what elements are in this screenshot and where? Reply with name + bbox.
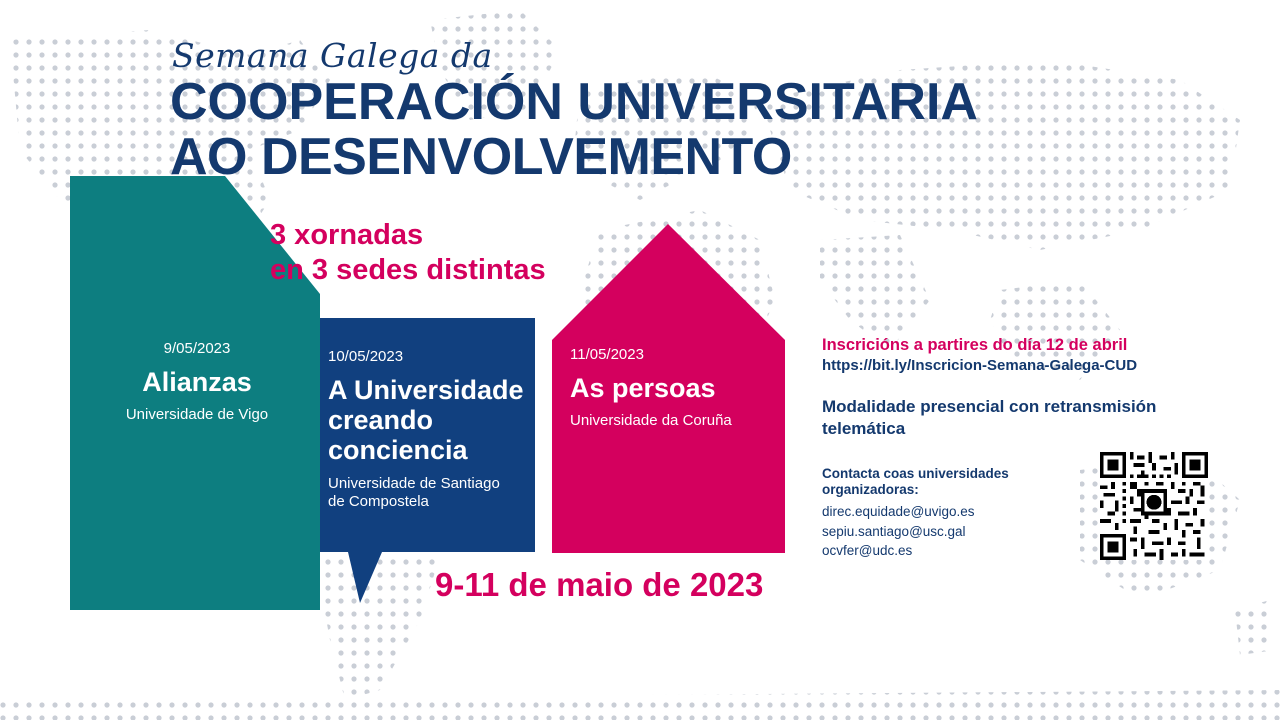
- session-date-vigo: 9/05/2023: [163, 340, 231, 357]
- contact-heading-line2: organizadoras:: [822, 482, 919, 498]
- session-title-vigo: Alianzas: [142, 367, 252, 397]
- session-title-usc-line1: A Universidade: [328, 375, 524, 405]
- subtitle-line2: en 3 sedes distintas: [270, 254, 546, 287]
- contact-email-2[interactable]: sepiu.santiago@usc.gal: [822, 523, 966, 539]
- registration-url[interactable]: https://bit.ly/Inscricion-Semana-Galega-CUD: [822, 357, 1138, 374]
- poster-header: [170, 36, 978, 186]
- header-title-line2: AO DESENVOLVEMENTO: [170, 127, 792, 186]
- modality-note: [822, 396, 1222, 440]
- qr-code[interactable]: [1100, 452, 1208, 560]
- session-title-usc: [328, 375, 543, 466]
- session-org-vigo: Universidade de Vigo: [125, 406, 269, 424]
- logo-strip: [0, 630, 1280, 700]
- session-title-udc: As persoas: [570, 373, 716, 403]
- contact-email-3[interactable]: ocvfer@udc.es: [822, 543, 913, 559]
- modality-line1: Modalidade presencial con retransmisión: [822, 397, 1157, 416]
- header-title-line1: COOPERACIÓN UNIVERSITARIA: [170, 73, 978, 131]
- session-date-usc: 10/05/2023: [328, 348, 404, 365]
- session-org-usc: [328, 475, 543, 513]
- contact-email-1[interactable]: direc.equidade@uvigo.es: [822, 504, 975, 520]
- contact-heading-line1: Contacta coas universidades: [822, 465, 1009, 481]
- session-title-usc-line2: creando: [328, 405, 434, 436]
- session-org-udc: Universidade da Coruña: [570, 412, 732, 430]
- subtitle-line1: 3 xornadas: [270, 219, 424, 251]
- session-org-usc-line1: Universidade de Santiago: [328, 474, 500, 492]
- session-card-vigo: [92, 340, 302, 425]
- session-card-usc: [328, 348, 543, 512]
- session-date-udc: 11/05/2023: [570, 346, 644, 363]
- session-title-usc-line3: conciencia: [328, 435, 468, 466]
- registration-note: Inscricións a partires do día 12 de abril: [822, 336, 1128, 354]
- session-card-udc: [570, 346, 785, 431]
- event-date-range: 9-11 de maio de 2023: [435, 566, 764, 603]
- header-script-line: Semana Galega da: [172, 36, 493, 75]
- subtitle-block: [270, 218, 546, 289]
- modality-line2: telemática: [822, 418, 906, 438]
- session-org-usc-line2: de Compostela: [328, 493, 429, 511]
